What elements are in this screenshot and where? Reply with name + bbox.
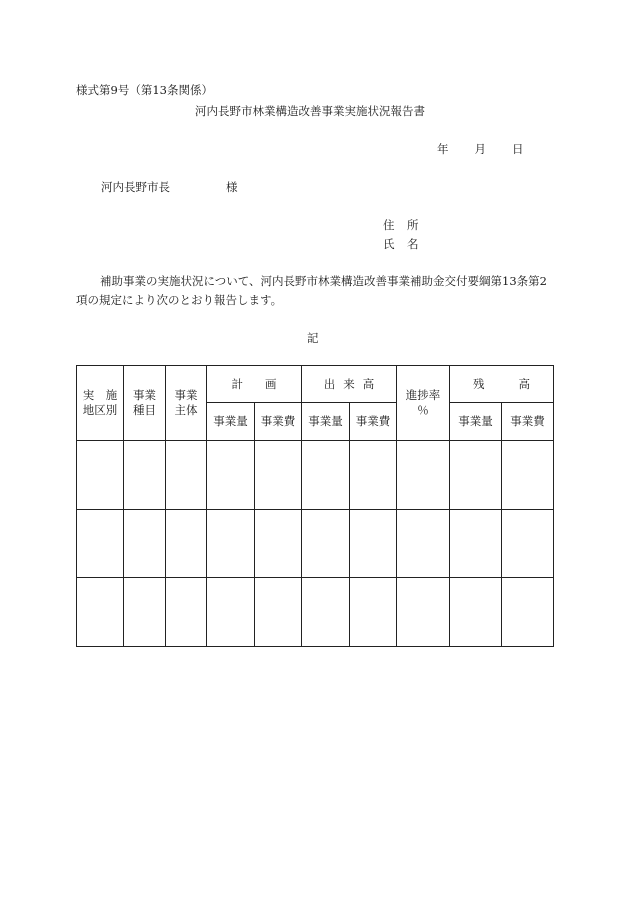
address-char-1: 住 [383, 218, 395, 232]
header-remaining-char2: 高 [518, 376, 530, 391]
table-cell[interactable] [502, 578, 554, 647]
table-cell[interactable] [350, 440, 397, 509]
table-cell[interactable] [302, 440, 350, 509]
table-cell[interactable] [450, 440, 502, 509]
table-cell[interactable] [166, 578, 207, 647]
table-cell[interactable] [450, 509, 502, 578]
table-cell[interactable] [255, 509, 302, 578]
table-cell[interactable] [124, 509, 166, 578]
name-char-1: 氏 [383, 237, 395, 251]
header-area-line1: 実 施 [82, 387, 118, 402]
date-month-label: 月 [474, 142, 486, 156]
status-report-table [76, 365, 554, 647]
header-result-char1: 出 [323, 376, 336, 391]
addressee-name: 河内長野市長 [101, 180, 170, 194]
table-cell[interactable] [124, 440, 166, 509]
header-progress-line1: 進捗率 [405, 387, 441, 402]
table-row [77, 440, 554, 509]
table-cell[interactable] [255, 440, 302, 509]
header-progress-line2: ％ [417, 402, 429, 417]
addressee [101, 180, 238, 194]
table-cell[interactable] [207, 509, 255, 578]
header-result-char2: 来 [343, 376, 355, 391]
table-cell[interactable] [397, 578, 450, 647]
header-remaining-char1: 残 [473, 376, 485, 391]
header-area [77, 366, 124, 441]
header-entity [166, 366, 207, 441]
header-result [302, 366, 397, 403]
remaining-cost-header: 事業費 [502, 403, 554, 440]
date-line [437, 142, 524, 156]
header-plan [207, 366, 302, 403]
table-cell[interactable] [255, 578, 302, 647]
form-number: 様式第9号（第13条関係） [76, 83, 213, 97]
table-cell[interactable] [502, 509, 554, 578]
ki-heading: 記 [307, 331, 319, 345]
header-type-line2: 種目 [133, 402, 156, 417]
table-row [77, 578, 554, 647]
document-title: 河内長野市林業構造改善事業実施状況報告書 [195, 104, 425, 118]
result-cost-header: 事業費 [350, 403, 397, 440]
applicant-address-label [383, 218, 419, 232]
table-cell[interactable] [350, 578, 397, 647]
table-cell[interactable] [207, 440, 255, 509]
table-cell[interactable] [166, 509, 207, 578]
header-plan-char1: 計 [231, 376, 243, 391]
header-result-char3: 高 [362, 376, 375, 391]
table-cell[interactable] [502, 440, 554, 509]
table-cell[interactable] [77, 509, 124, 578]
table-row [77, 509, 554, 578]
table-cell[interactable] [166, 440, 207, 509]
remaining-quantity-header: 事業量 [450, 403, 502, 440]
applicant-name-label [383, 237, 419, 251]
table-cell[interactable] [450, 578, 502, 647]
result-quantity-header: 事業量 [302, 403, 350, 440]
header-remaining [450, 366, 554, 403]
header-type [124, 366, 166, 441]
plan-cost-header: 事業費 [255, 403, 302, 440]
header-type-line1: 事業 [133, 387, 156, 402]
table-cell[interactable] [302, 509, 350, 578]
header-plan-char2: 画 [265, 376, 277, 391]
table-cell[interactable] [397, 509, 450, 578]
header-entity-line2: 主体 [174, 402, 198, 417]
table-header-row [77, 366, 554, 403]
table-cell[interactable] [350, 509, 397, 578]
table-cell[interactable] [397, 440, 450, 509]
table-cell[interactable] [77, 578, 124, 647]
header-area-line2: 地区別 [82, 402, 118, 417]
header-progress [397, 366, 450, 441]
table-cell[interactable] [302, 578, 350, 647]
table-cell[interactable] [124, 578, 166, 647]
date-day-label: 日 [512, 142, 524, 156]
table-cell[interactable] [77, 440, 124, 509]
table-cell[interactable] [207, 578, 255, 647]
date-year-label: 年 [437, 142, 449, 156]
addressee-honorific: 様 [226, 180, 238, 194]
report-body-text: 補助事業の実施状況について、河内長野市林業構造改善事業補助金交付要綱第13条第2項の規定により次のとおり報告します。 [76, 274, 547, 307]
header-entity-line1: 事業 [174, 387, 198, 402]
name-char-2: 名 [407, 237, 419, 251]
plan-quantity-header: 事業量 [207, 403, 255, 440]
address-char-2: 所 [407, 218, 419, 232]
